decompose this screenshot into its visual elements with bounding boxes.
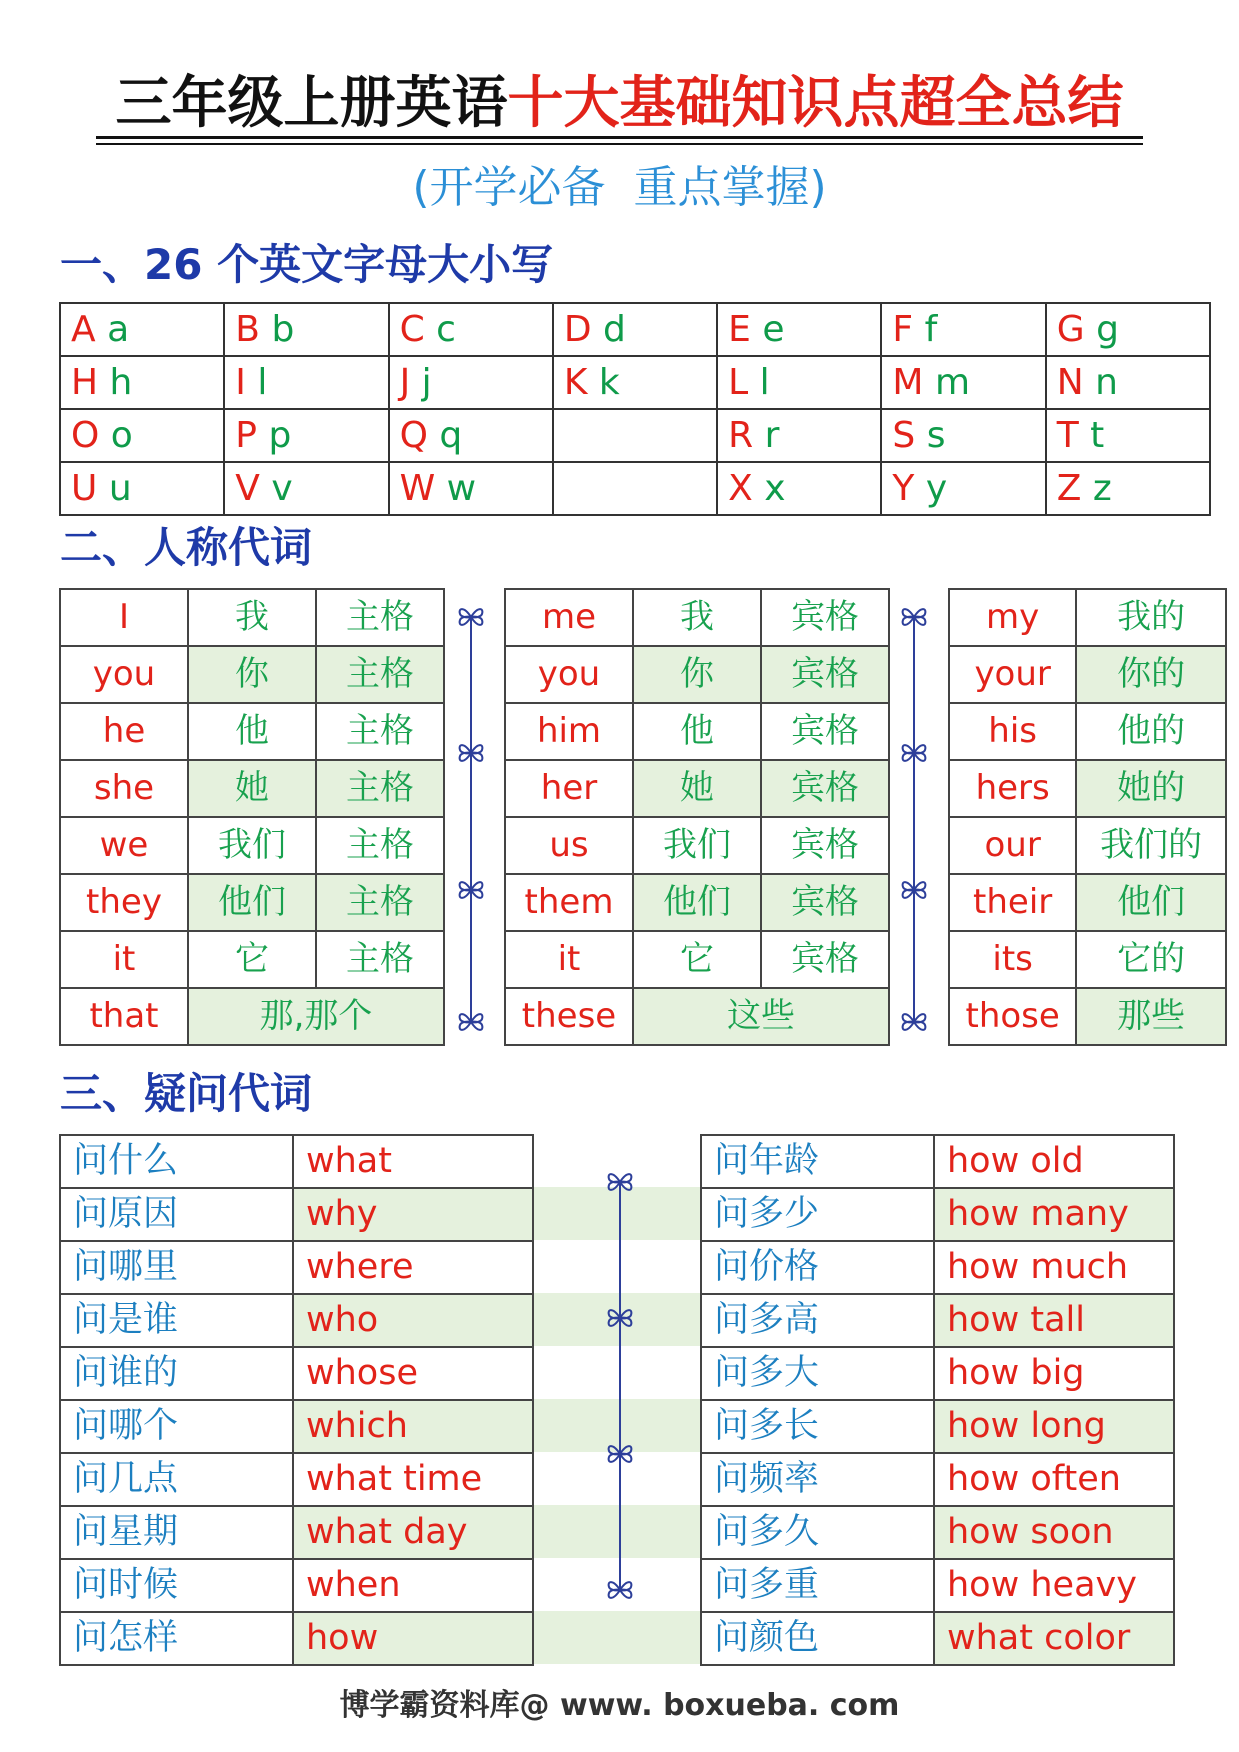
demonstrative-chinese: 那,那个 [188, 988, 444, 1045]
question-word: why [293, 1188, 533, 1241]
letter-cell [225, 304, 389, 357]
question-meaning: 问什么 [60, 1135, 293, 1188]
letter-cell [882, 357, 1046, 410]
pronoun-english: me [505, 589, 633, 646]
uppercase-letter: B [235, 309, 260, 350]
pronoun-english: he [60, 703, 188, 760]
question-row [701, 1135, 1174, 1188]
lowercase-letter: o [110, 415, 133, 456]
question-word: how soon [934, 1506, 1174, 1559]
pronoun-english: you [505, 646, 633, 703]
question-meaning: 问谁的 [60, 1347, 293, 1400]
letter-cell [718, 463, 882, 516]
ornament-knot-icon [605, 1575, 635, 1605]
question-meaning: 问价格 [701, 1241, 934, 1294]
pronoun-chinese: 我们的 [1076, 817, 1226, 874]
pronoun-english: him [505, 703, 633, 760]
letter-cell [225, 463, 389, 516]
question-word: what color [934, 1612, 1174, 1665]
uppercase-letter: Y [892, 468, 915, 509]
pronoun-row [505, 646, 889, 703]
ornament-knot-icon [456, 738, 486, 768]
pronoun-chinese: 她的 [1076, 760, 1226, 817]
uppercase-letter: A [71, 309, 96, 350]
question-row [701, 1559, 1174, 1612]
pronoun-case: 宾格 [761, 589, 889, 646]
pronoun-english: their [949, 874, 1076, 931]
question-word: when [293, 1559, 533, 1612]
question-row [701, 1612, 1174, 1665]
footer-watermark: 博学霸资料库@ www. boxueba. com [339, 1688, 900, 1723]
question-row [701, 1188, 1174, 1241]
pronoun-english: its [949, 931, 1076, 988]
ornament-knot-icon [899, 602, 929, 632]
question-table-right [700, 1134, 1175, 1666]
question-meaning: 问原因 [60, 1188, 293, 1241]
pronoun-english: hers [949, 760, 1076, 817]
ornament-knot-icon [899, 738, 929, 768]
question-row [701, 1241, 1174, 1294]
letter-cell [718, 304, 882, 357]
ornament-knot-icon [456, 875, 486, 905]
pronoun-row [60, 817, 444, 874]
letter-cell [882, 463, 1046, 516]
pronoun-row [60, 646, 444, 703]
pronoun-row [505, 931, 889, 988]
pronoun-chinese: 你 [633, 646, 761, 703]
pronoun-row [949, 931, 1226, 988]
letter-cell [1047, 357, 1211, 410]
uppercase-letter: X [728, 468, 753, 509]
lowercase-letter: j [421, 362, 432, 403]
question-word: how [293, 1612, 533, 1665]
question-table-left [59, 1134, 534, 1666]
letter-cell [225, 357, 389, 410]
pronoun-case: 宾格 [761, 703, 889, 760]
question-row [60, 1559, 533, 1612]
pronoun-chinese: 她 [633, 760, 761, 817]
ornament-knot-icon [605, 1303, 635, 1333]
pronoun-case: 主格 [316, 817, 444, 874]
question-row [60, 1612, 533, 1665]
ornament-knot-icon [899, 875, 929, 905]
lowercase-letter: h [109, 362, 133, 403]
lowercase-letter: x [764, 468, 786, 509]
pronoun-chinese: 它 [633, 931, 761, 988]
question-row [701, 1400, 1174, 1453]
ornament-knot-icon [899, 1007, 929, 1037]
uppercase-letter: H [71, 362, 99, 403]
pronoun-chinese: 他们 [633, 874, 761, 931]
pronoun-case: 主格 [316, 874, 444, 931]
object-pronoun-table [504, 588, 890, 1046]
letter-cell [61, 357, 225, 410]
demonstrative-english: these [505, 988, 633, 1045]
question-word: how often [934, 1453, 1174, 1506]
uppercase-letter: Q [399, 415, 428, 456]
title-part2: 十大基础知识点超全总结 [507, 71, 1124, 136]
subject-pronoun-table [59, 588, 445, 1046]
pronoun-english: she [60, 760, 188, 817]
pronoun-case: 主格 [316, 589, 444, 646]
letter-cell [1047, 304, 1211, 357]
question-word: how heavy [934, 1559, 1174, 1612]
alphabet-table [59, 302, 1211, 516]
pronoun-chinese: 我的 [1076, 589, 1226, 646]
question-word: how long [934, 1400, 1174, 1453]
question-row [701, 1347, 1174, 1400]
question-meaning: 问多大 [701, 1347, 934, 1400]
pronoun-row [505, 703, 889, 760]
question-word: how many [934, 1188, 1174, 1241]
question-meaning: 问年龄 [701, 1135, 934, 1188]
uppercase-letter: E [728, 309, 751, 350]
uppercase-letter: V [235, 468, 260, 509]
question-word: what time [293, 1453, 533, 1506]
question-word: how old [934, 1135, 1174, 1188]
pronoun-english: I [60, 589, 188, 646]
uppercase-letter: P [235, 415, 257, 456]
pronoun-row [505, 874, 889, 931]
lowercase-letter: a [107, 309, 130, 350]
lowercase-letter: t [1090, 415, 1105, 456]
question-word: where [293, 1241, 533, 1294]
question-row [701, 1506, 1174, 1559]
subtitle: (开学必备 重点掌握) [412, 162, 827, 213]
pronoun-chinese: 它 [188, 931, 316, 988]
pronoun-chinese: 你的 [1076, 646, 1226, 703]
pronoun-case: 主格 [316, 703, 444, 760]
lowercase-letter: b [271, 309, 295, 350]
pronoun-row [505, 589, 889, 646]
question-meaning: 问多少 [701, 1188, 934, 1241]
pronoun-english: them [505, 874, 633, 931]
pronoun-english: you [60, 646, 188, 703]
uppercase-letter: W [399, 468, 436, 509]
pronoun-row [949, 874, 1226, 931]
question-row [60, 1506, 533, 1559]
pronoun-row [60, 760, 444, 817]
uppercase-letter: L [728, 362, 749, 403]
pronoun-row [60, 931, 444, 988]
letter-cell [718, 410, 882, 463]
lowercase-letter: u [108, 468, 132, 509]
connector-line-3 [619, 1180, 621, 1592]
pronoun-case: 宾格 [761, 931, 889, 988]
lowercase-letter: m [934, 362, 971, 403]
ornament-knot-icon [456, 602, 486, 632]
title-part1: 三年级上册英语 [115, 71, 508, 136]
lowercase-letter: l [759, 362, 770, 403]
letter-cell [390, 410, 554, 463]
pronoun-english: it [505, 931, 633, 988]
letter-cell [225, 410, 389, 463]
question-row [60, 1241, 533, 1294]
question-row [60, 1400, 533, 1453]
section1-heading: 一、26 个英文字母大小写 [60, 240, 554, 289]
pronoun-chinese: 他们 [1076, 874, 1226, 931]
question-meaning: 问哪里 [60, 1241, 293, 1294]
question-meaning: 问多长 [701, 1400, 934, 1453]
uppercase-letter: J [399, 362, 411, 403]
pronoun-english: us [505, 817, 633, 874]
pronoun-english: his [949, 703, 1076, 760]
connector-line-2 [913, 615, 915, 1023]
question-row [60, 1188, 533, 1241]
lowercase-letter: f [924, 309, 938, 350]
question-meaning: 问是谁 [60, 1294, 293, 1347]
pronoun-row [60, 703, 444, 760]
lowercase-letter: s [926, 415, 946, 456]
question-meaning: 问星期 [60, 1506, 293, 1559]
pronoun-chinese: 我们 [633, 817, 761, 874]
question-word: what [293, 1135, 533, 1188]
pronoun-english: we [60, 817, 188, 874]
letter-cell [1047, 463, 1211, 516]
question-row [60, 1294, 533, 1347]
pronoun-case: 主格 [316, 646, 444, 703]
section3-heading: 三、疑问代词 [60, 1069, 313, 1118]
pronoun-chinese: 我 [188, 589, 316, 646]
pronoun-row [505, 817, 889, 874]
uppercase-letter: F [892, 309, 914, 350]
question-word: how big [934, 1347, 1174, 1400]
lowercase-letter: v [271, 468, 293, 509]
lowercase-letter: g [1096, 309, 1119, 350]
pronoun-english: my [949, 589, 1076, 646]
row-shade-band [532, 1505, 700, 1558]
question-meaning: 问多久 [701, 1506, 934, 1559]
question-row [60, 1347, 533, 1400]
possessive-pronoun-table [948, 588, 1227, 1046]
pronoun-english: it [60, 931, 188, 988]
question-word: whose [293, 1347, 533, 1400]
uppercase-letter: K [563, 362, 588, 403]
question-word: how tall [934, 1294, 1174, 1347]
question-meaning: 问颜色 [701, 1612, 934, 1665]
question-row [60, 1135, 533, 1188]
uppercase-letter: T [1056, 415, 1079, 456]
ornament-knot-icon [605, 1167, 635, 1197]
letter-cell [554, 304, 718, 357]
pronoun-row [949, 817, 1226, 874]
title-underline-double [96, 143, 1143, 145]
letter-cell [718, 357, 882, 410]
demonstrative-chinese: 这些 [633, 988, 889, 1045]
title-underline [96, 136, 1143, 139]
pronoun-chinese: 它的 [1076, 931, 1226, 988]
letter-cell [61, 410, 225, 463]
question-meaning: 问频率 [701, 1453, 934, 1506]
lowercase-letter: p [268, 415, 292, 456]
question-meaning: 问哪个 [60, 1400, 293, 1453]
question-meaning: 问怎样 [60, 1612, 293, 1665]
uppercase-letter: Z [1056, 468, 1082, 509]
letter-cell [882, 304, 1046, 357]
uppercase-letter: M [892, 362, 924, 403]
lowercase-letter: z [1092, 468, 1112, 509]
row-shade-band [532, 1611, 700, 1664]
pronoun-row [60, 874, 444, 931]
pronoun-row [60, 589, 444, 646]
uppercase-letter: C [399, 309, 425, 350]
question-meaning: 问几点 [60, 1453, 293, 1506]
question-word: which [293, 1400, 533, 1453]
letter-cell [61, 463, 225, 516]
uppercase-letter: I [235, 362, 246, 403]
question-meaning: 问多高 [701, 1294, 934, 1347]
lowercase-letter: e [762, 309, 785, 350]
demonstrative-english: that [60, 988, 188, 1045]
pronoun-row-demonstrative [949, 988, 1226, 1045]
letter-cell [882, 410, 1046, 463]
question-row [701, 1453, 1174, 1506]
letter-cell [554, 357, 718, 410]
pronoun-case: 主格 [316, 760, 444, 817]
connector-line-1 [470, 615, 472, 1023]
pronoun-chinese: 他 [188, 703, 316, 760]
uppercase-letter: O [71, 415, 100, 456]
uppercase-letter: G [1056, 309, 1085, 350]
letter-cell [1047, 410, 1211, 463]
lowercase-letter: r [764, 415, 780, 456]
uppercase-letter: D [563, 309, 592, 350]
pronoun-case: 宾格 [761, 874, 889, 931]
pronoun-row [949, 703, 1226, 760]
demonstrative-english: those [949, 988, 1076, 1045]
pronoun-chinese: 他的 [1076, 703, 1226, 760]
question-meaning: 问多重 [701, 1559, 934, 1612]
question-meaning: 问时候 [60, 1559, 293, 1612]
question-word: what day [293, 1506, 533, 1559]
demonstrative-chinese: 那些 [1076, 988, 1226, 1045]
uppercase-letter: U [71, 468, 98, 509]
pronoun-case: 宾格 [761, 646, 889, 703]
lowercase-letter: w [446, 468, 477, 509]
pronoun-chinese: 我 [633, 589, 761, 646]
pronoun-row-demonstrative [60, 988, 444, 1045]
uppercase-letter: S [892, 415, 916, 456]
pronoun-row [949, 646, 1226, 703]
pronoun-chinese: 她 [188, 760, 316, 817]
letter-cell [554, 410, 718, 463]
lowercase-letter: d [603, 309, 626, 350]
pronoun-english: they [60, 874, 188, 931]
lowercase-letter: y [925, 468, 948, 509]
ornament-knot-icon [605, 1439, 635, 1469]
lowercase-letter: c [436, 309, 456, 350]
pronoun-case: 主格 [316, 931, 444, 988]
question-row [60, 1453, 533, 1506]
pronoun-chinese: 他 [633, 703, 761, 760]
pronoun-case: 宾格 [761, 817, 889, 874]
pronoun-case: 宾格 [761, 760, 889, 817]
pronoun-chinese: 你 [188, 646, 316, 703]
letter-cell [61, 304, 225, 357]
uppercase-letter: N [1056, 362, 1084, 403]
pronoun-row [949, 589, 1226, 646]
question-word: who [293, 1294, 533, 1347]
letter-cell [390, 463, 554, 516]
pronoun-english: your [949, 646, 1076, 703]
pronoun-row [505, 760, 889, 817]
lowercase-letter: n [1095, 362, 1118, 403]
letter-cell [390, 304, 554, 357]
pronoun-row-demonstrative [505, 988, 889, 1045]
question-row [701, 1294, 1174, 1347]
section2-heading: 二、人称代词 [60, 523, 313, 572]
page-title [0, 68, 1239, 140]
uppercase-letter: R [728, 415, 754, 456]
question-word: how much [934, 1241, 1174, 1294]
lowercase-letter: l [257, 362, 268, 403]
pronoun-english: our [949, 817, 1076, 874]
pronoun-english: her [505, 760, 633, 817]
ornament-knot-icon [456, 1007, 486, 1037]
pronoun-chinese: 我们 [188, 817, 316, 874]
lowercase-letter: q [439, 415, 463, 456]
lowercase-letter: k [598, 362, 620, 403]
pronoun-chinese: 他们 [188, 874, 316, 931]
letter-cell [554, 463, 718, 516]
pronoun-row [949, 760, 1226, 817]
letter-cell [390, 357, 554, 410]
